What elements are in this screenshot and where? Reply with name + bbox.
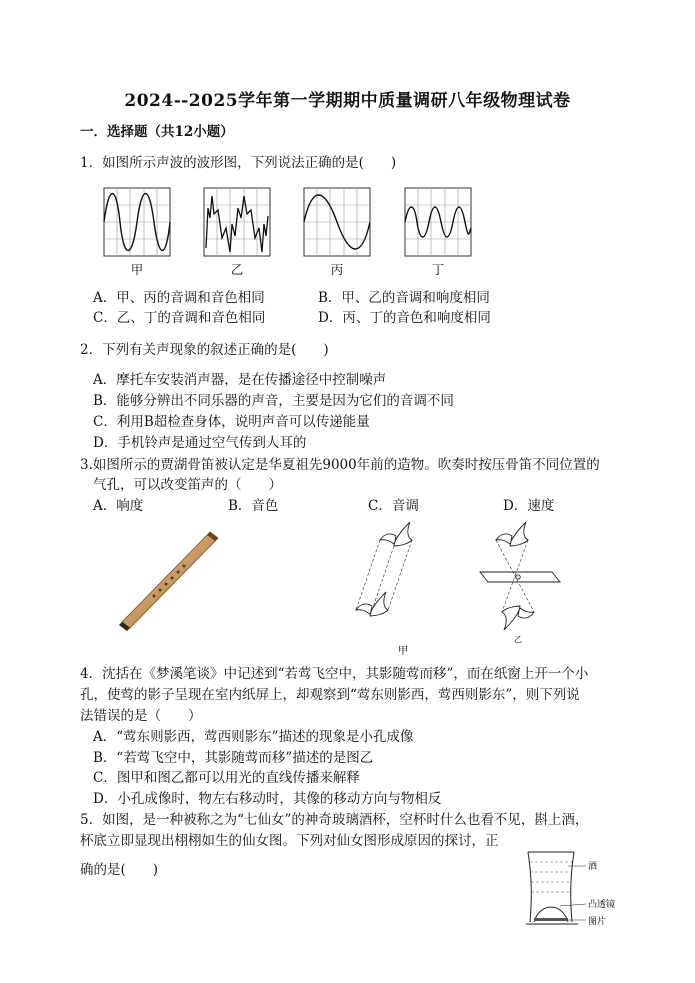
q1-stem: 1．如图所示声波的波形图，下列说法正确的是( ) (80, 155, 397, 171)
q4-option-a: A．“莺东则影西，莺西则影东”描述的现象是小孔成像 (93, 729, 414, 745)
q4-option-d: D．小孔成像时，物左右移动时，其像的移动方向与物相反 (93, 791, 442, 807)
q4-stem-line1: 4．沈括在《梦溪笔谈》中记述到“若莺飞空中，其影随莺而移”，而在纸窗上开一个小 (80, 666, 589, 682)
q5-stem-line1: 5．如图，是一种被称之为“七仙女”的神奇玻璃酒杯，空杯时什么也看不见，斟上酒， (80, 812, 589, 828)
q4-option-b: B．“若莺飞空中，其影随莺而移”描述的是图乙 (93, 750, 374, 766)
q2-option-c: C．利用B超检查身体，说明声音可以传递能量 (93, 414, 370, 430)
q1-option-b: B．甲、乙的音调和响度相同 (318, 290, 490, 306)
wave-label-yi: 乙 (230, 262, 244, 277)
q2-option-d: D．手机铃声是通过空气传到人耳的 (93, 435, 307, 451)
q1-option-a: A．甲、丙的音调和音色相同 (93, 290, 265, 306)
wave-figure-bing (304, 188, 370, 256)
q4-stem-line2: 孔，使莺的影子呈现在室内纸屏上，却观察到“莺东则影西，莺西则影东”，则下列说 (80, 687, 580, 703)
q5-stem-line3: 确的是( ) (80, 862, 159, 878)
q1-option-c: C．乙、丁的音调和音色相同 (93, 310, 266, 326)
fig-label-yi: 乙 (514, 635, 522, 644)
q2-option-b: B．能够分辨出不同乐器的声音，主要是因为它们的音调不同 (93, 393, 454, 409)
q1-option-d: D．丙、丁的音色和响度相同 (318, 310, 491, 326)
q3-stem-line1: 3.如图所示的贾湖骨笛被认定是华夏祖先9000年前的造物。吹奏时按压骨笛不同位置的 (80, 457, 600, 473)
q4-stem-line3: 法错误的是（ ） (80, 708, 202, 724)
page-title: 2024--2025学年第一学期期中质量调研八年级物理试卷 (124, 91, 571, 111)
wave-label-ding: 丁 (431, 262, 445, 277)
wave-label-bing: 丙 (330, 262, 344, 277)
q3-stem-line2: 气孔，可以改变笛声的（ ） (93, 477, 282, 493)
bone-flute-image (118, 528, 223, 638)
pinhole-diagram-yi (478, 516, 568, 646)
wave-figure-jia (104, 188, 170, 256)
q5-stem-line2: 杯底立即显现出栩栩如生的仙女图。下列对仙女图形成原因的探讨，正 (80, 833, 499, 849)
wave-label-jia: 甲 (130, 262, 144, 277)
wave-figure-yi (204, 188, 270, 256)
q3-option-d: D．速度 (503, 498, 555, 514)
wine-cup-diagram (522, 848, 622, 930)
cup-label-lens: 凸透镜 (588, 900, 616, 910)
wave-figure-ding (405, 188, 471, 256)
fig-label-jia: 甲 (398, 646, 408, 657)
q4-option-c: C．图甲和图乙都可以用光的直线传播来解释 (93, 770, 360, 786)
q3-option-a: A．响度 (93, 498, 144, 514)
cup-label-wine: 酒 (588, 862, 598, 872)
cup-label-picture: 图片 (588, 917, 607, 927)
shadow-diagram-jia (350, 516, 435, 656)
q2-option-a: A．摩托车安装消声器，是在传播途径中控制噪声 (93, 372, 387, 388)
q3-option-c: C．音调 (368, 498, 419, 514)
q3-option-b: B．音色 (228, 498, 279, 514)
q2-stem: 2．下列有关声现象的叙述正确的是( ) (80, 342, 329, 358)
section-heading: 一．选择题（共12小题） (80, 124, 234, 140)
